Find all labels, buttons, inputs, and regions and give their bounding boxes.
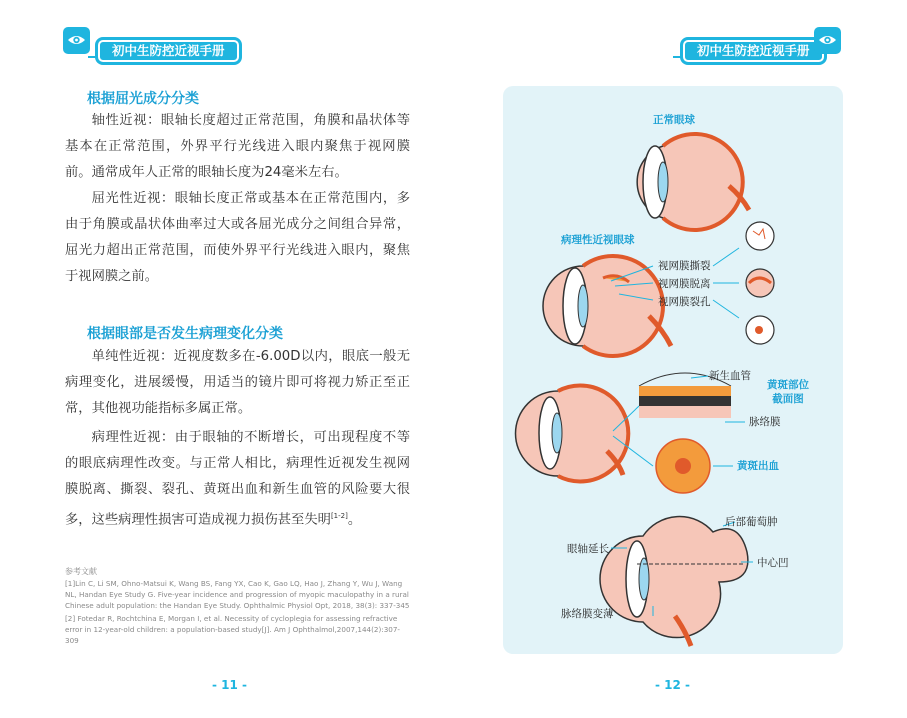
label-retina-hole: 视网膜裂孔	[658, 296, 711, 308]
label-pathologic-eye: 病理性近视眼球	[561, 234, 635, 246]
references-title: 参考文献	[65, 567, 97, 576]
paragraph-axial-myopia: 轴性近视：眼轴长度超过正常范围，角膜和晶状体等基本在正常范围，外界平行光线进入眼内聚焦于视网膜前。通常成年人正常的眼轴长度为24毫米左右。	[65, 113, 410, 180]
paragraph-pathologic-myopia	[65, 425, 410, 533]
reference-item: [2] Fotedar R, Rochtchina E, Morgan I, et al. Necessity of cycloplegia for assessing refractive error in 12-year-old children: a population-based study[J]. Am J Ophthalmol,2007,144(2):307-309	[65, 614, 401, 645]
header-title: 初中生防控近视手册	[683, 40, 824, 62]
paragraph-refractive-myopia: 屈光性近视：眼轴长度正常或基本在正常范围内，多由于角膜或晶状体曲率过大或各屈光成分之间组合异常，屈光力超出正常范围，而使外界平行光线进入眼内，聚焦于视网膜之前。	[65, 191, 410, 284]
label-macula-hemorrhage: 黄斑出血	[737, 460, 779, 472]
eye-diagram	[503, 86, 843, 654]
section-title-pathology: 根据眼部是否发生病理变化分类	[87, 326, 283, 342]
label-normal-eye: 正常眼球	[653, 114, 695, 126]
page-number: - 12 -	[655, 678, 691, 692]
left-page	[0, 0, 453, 718]
label-axial-elongation: 眼轴延长	[567, 543, 609, 555]
eye-logo-icon	[63, 27, 90, 54]
label-retina-tear: 视网膜撕裂	[658, 260, 711, 272]
label-retina-detach: 视网膜脱离	[658, 278, 711, 290]
label-fovea: 中心凹	[757, 557, 789, 569]
page-number: - 11 -	[212, 678, 248, 692]
paragraph-simple-myopia: 单纯性近视：近视度数多在-6.00D以内，眼底一般无病理变化，进展缓慢，用适当的镜片即可将视力矫正至正常，其他视功能指标多属正常。	[65, 349, 410, 416]
paragraph-pathologic-text: 病理性近视：由于眼轴的不断增长，可出现程度不等的眼底病理性改变。与正常人相比，病理性近视发生视网膜脱离、撕裂、裂孔、黄斑出血和新生血管的风险要大很多，这些病理性损害可造成视力损伤甚至失明	[65, 430, 410, 528]
label-choroid-thinning: 脉络膜变薄	[561, 608, 614, 620]
right-page	[453, 0, 907, 718]
eye-logo-icon	[814, 27, 841, 54]
label-choroid: 脉络膜	[749, 416, 781, 428]
section-title-refraction: 根据屈光成分分类	[87, 91, 199, 107]
illustration-panel	[503, 86, 843, 654]
label-neovascular: 新生血管	[709, 370, 751, 382]
citation-sup: [1-2]	[330, 512, 348, 520]
staphyloma-eye-illustration	[600, 517, 753, 646]
header-title: 初中生防控近视手册	[98, 40, 239, 62]
references-list	[65, 578, 410, 648]
reference-item: [1]Lin C, Li SM, Ohno-Matsui K, Wang BS, Fang YX, Cao K, Gao LQ, Hao J, Zhang Y, Wu J, Wang NL, Handan Eye Study G. Five-year incidence and progression of myopic maculopathy in a rural Chinese adult population: the Handan Eye Study. Ophthalmic Physiol Opt, 2018, 38(3): 337-345	[65, 579, 410, 610]
normal-eye-illustration	[637, 134, 749, 230]
label-posterior-staphyloma: 后部葡萄肿	[725, 516, 778, 528]
label-macula-section: 黄斑部位截面图	[767, 379, 809, 405]
paragraph-end-mark: 。	[347, 512, 362, 528]
